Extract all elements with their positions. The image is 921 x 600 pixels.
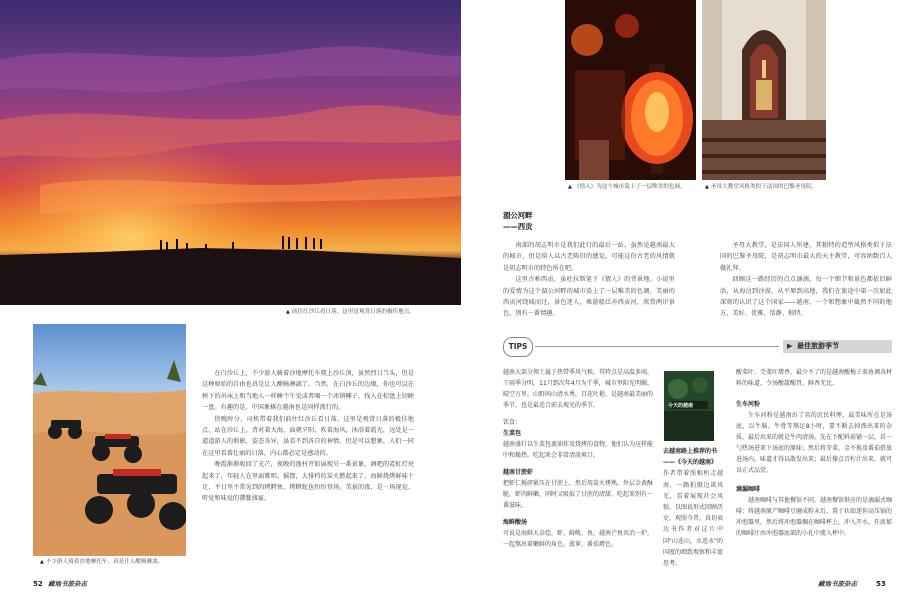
lanterns-photo	[565, 0, 696, 180]
mid-paragraph: 这里古称西贡，虽杜拉斯笔下《情人》的背景地。小说里的爱情为这个湄公河畔的城市染上了一层唯美的色调。美丽的西贡河绕城而过，景色迷人，乘游船泛舟西贡河，欣赏两岸景色，别有一番情趣。	[503, 276, 675, 318]
tips-title: 最佳旅游季节	[797, 342, 839, 350]
church-caption	[705, 183, 817, 191]
food-desc: 可说是海鲜大杂烩，虾、鲜鱿、鱼，越南芒鱼共冶一炉，一起熬出着嫩鲜的角色。菠萝、番茄增色。	[503, 530, 654, 548]
section-title-line1: 湄公河畔	[503, 211, 533, 220]
page-number-left: 52	[33, 580, 43, 588]
tips-column-2	[663, 446, 723, 569]
tips-label: TIPS	[508, 342, 528, 351]
tips-badge	[503, 337, 533, 357]
dunes-photo	[33, 324, 186, 556]
left-paragraph: 晚霞渐渐收回了光芒，夜晚的渔村开始展现另一番景象，酒吧的霓虹灯亮起来了，年轻人在里面歌唱、摇摆，大排档的炭火燃起来了，海鲜烧烤鲜味十足，平日里不常见到的烤鳄鱼、烤蟒蛇也纷纷登场。美景的夜，是一场视觉、听觉和味觉的饕餮盛宴。	[202, 461, 414, 503]
mid-article	[503, 240, 675, 320]
magazine-name-left: 藏地书旅杂志	[48, 580, 87, 588]
tips-title-box	[783, 340, 892, 353]
food-desc: 越南盛行以生菜包裹油炸及烧烤的食物，他们认为这样能中和燥热。吃起来会非常清淡爽口。	[503, 441, 654, 459]
section-title	[503, 210, 533, 232]
church-caption-text: 圣母大教堂风格类似于法国的巴黎圣母院。	[710, 184, 818, 190]
book-cover-title: 今天的越南	[668, 403, 694, 409]
drink-name: 生车河粉	[736, 401, 761, 408]
church-photo	[702, 0, 826, 180]
book-heading-1: 去越南路上推荐的书	[663, 448, 718, 455]
left-paragraph: 傍晚时分，司机带着我们前往红沙丘看日落，这里是观赏日落的极佳地点。站在沙丘上，背对着大海，面朝夕阳，吹着海风，沐浴着霞光，远处是一道道游人的剪影，姿态各异，虽看不到各自的神情，但是可以想象，人们一同在这里看着壮丽的日落，内心都必定是感动的。	[202, 415, 414, 457]
tips-divider	[535, 346, 779, 347]
caption-triangle-icon: ▲	[286, 309, 290, 315]
tips-arrow-icon: ▶	[787, 342, 793, 350]
tips-bar	[503, 337, 892, 357]
tips-intro: 越南大部分领土属于热带季风气候，其特点是高温多雨，干雨季分明。11月到次年4月为干季，城市里阳光明媚，晴空万里，山野间山清水秀，百花吐艳，是越南最美丽的季节，也是最适合前去观光的季节。	[503, 369, 654, 409]
tips-column-1	[503, 367, 653, 550]
food-desc: 把虾仁搅碎紧压在甘蔗上，然后用炭火烤熟，外层金黄酥脆，虾肉鲜嫩，同时又吸取了甘蔗的清甜，吃起来别有一番滋味。	[503, 480, 654, 509]
food-name: 海鲜酸汤	[503, 519, 528, 526]
dunes-caption	[40, 558, 163, 566]
book-heading-2: ——《今天的越南》	[663, 459, 718, 467]
left-paragraph: 在白沙丘上，不少游人骑着沙地摩托车爬上沙丘顶，虽然烈日当头，但是这种原始的自由也真是让人酣畅淋漓了。当然，在白沙丘的边缘，你也可以在树下的吊床上和当地人一样睡个午觉或者喝一个冰镇椰子，找人在棕盘上切硬一盘。有趣的是，中国象棋在越南也是同样流行的。	[202, 370, 414, 412]
drink-name: 滴漏咖啡	[736, 486, 761, 493]
magazine-name-right: 藏地书旅杂志	[818, 580, 857, 588]
lanterns-caption	[568, 183, 686, 191]
sunset-caption	[286, 308, 415, 316]
page-number-right: 53	[876, 580, 886, 588]
sunset-caption-text: 前往红沙丘看日落，这里是观赏日落的极佳地点。	[291, 309, 415, 315]
dunes-caption-text: 不少游人骑着沙地摩托车，真是让人酣畅淋漓。	[45, 559, 164, 565]
caption-triangle-icon: ▲	[40, 559, 44, 565]
left-article	[202, 368, 414, 505]
tips-right-intro: 酸菜叶、芫荽叶增香，最少不了的是越南酸梅子来协调各材料的味道，令汤酸甜醒胃，鲜香无比。	[736, 369, 893, 387]
drink-desc: 生车河粉是越南出了名的庶民料理，最美味所在是汤底，以牛脑、牛骨等熬足8小时，要不断去掉漂出来的杂质，最后出来的就是牛肉清汤。先在下配料前铺一层，舀一勺热汤进来下汤底的原味；然后将芽菜、金不换及番茄搭放进汤内，味道才得以散发出来；最后撑点青柠汁出来，就可以正式品尝。	[736, 412, 893, 474]
right-paragraph: 圣母大教堂，是法国人所建，其独特的造型风格类似于法国的巴黎圣母院，是胡志明市最大的天主教堂，可容纳数百人做礼拜。	[720, 242, 892, 272]
right-paragraph: 回顾这一路经历的点点滴滴，每一个细节和景色都依旧鲜活，从海边到沙漠，从平原到高地，我们在旅途中第一次如此深刻的认识了这个国家——越南，一个和想象中截然不同的地方，美好、优雅、恬静、独特。	[720, 276, 892, 318]
sunset-photo	[0, 0, 461, 305]
lanterns-caption-text: 《情人》为这个城市染上了一层唯美的色调。	[573, 184, 686, 190]
right-article	[720, 240, 892, 320]
book-desc: 作者带着照相机走越南，一路拍摄边谈风光，看着展现社会风貌，以图说形式回顾历史，观照今昔，真切表达书作者对这片中国"山连山，水连水"的国度的细致观察和丰富思考。	[663, 470, 724, 568]
caption-triangle-icon: ▲	[705, 184, 709, 190]
food-name: 生菜包	[503, 430, 522, 437]
food-name: 越南甘蔗虾	[503, 469, 534, 476]
section-title-line2: ——西贡	[503, 222, 533, 231]
caption-triangle-icon: ▲	[568, 184, 572, 190]
tips-column-3	[736, 367, 892, 539]
drink-desc: 越南咖啡与其他餐馆不同，越南餐馆供应的是滴漏式咖啡：将越南原产咖啡豆磨成粉末后，置于状如迷你高压锅的冲泡器里，然后将冲泡器搁在咖啡杯上，冲入开水，任浓郁的咖啡汁由冲泡器底部的小孔中流入杯中。	[736, 497, 893, 537]
mid-paragraph: 南部的胡志明市是我们此行的最后一站。虽然是越南最大的城市，但是给人以古老陈旧的感觉，可能这份古老的风情就是胡志明市的特色所在吧。	[503, 242, 675, 272]
book-cover	[664, 371, 714, 441]
food-heading: 饮食：	[503, 419, 522, 426]
